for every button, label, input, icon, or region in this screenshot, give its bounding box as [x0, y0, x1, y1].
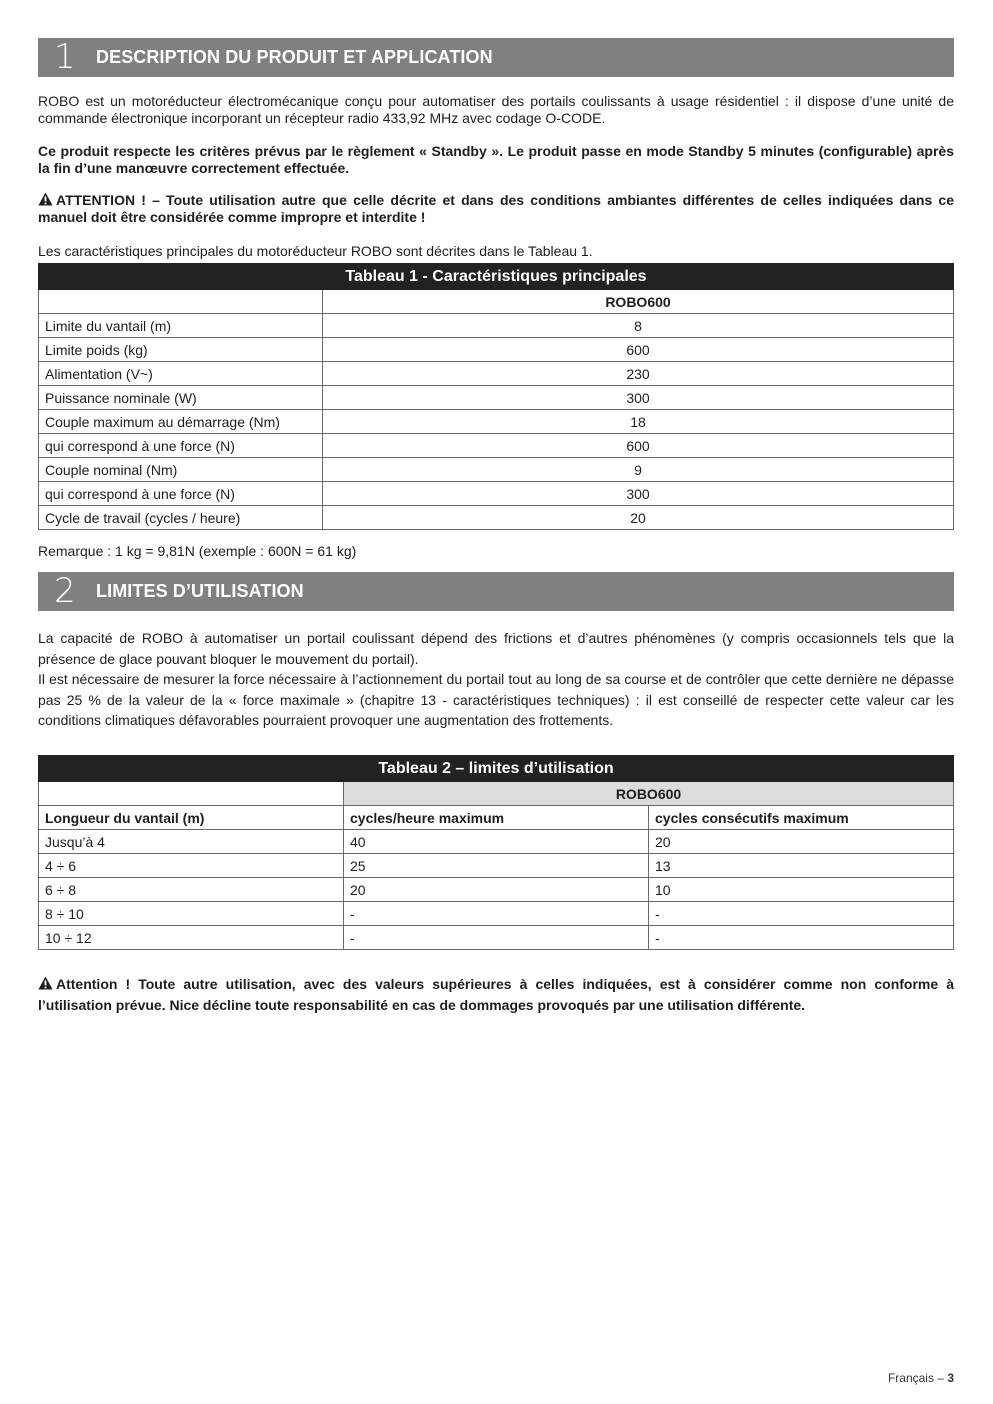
table-row: [39, 434, 954, 458]
cell-length: 8 ÷ 10: [39, 902, 344, 926]
table-2-model-header: ROBO600: [344, 782, 954, 806]
page-footer: [888, 1371, 954, 1385]
section-1-intro: ROBO est un motoréducteur électromécanique conçu pour automatiser des portails coulissants à usage résidentiel : il dispose d’une unité de commande électronique incorporant un récepteur radio 433,92 MHz avec codage O-CODE.: [38, 93, 954, 126]
table-row: [39, 854, 954, 878]
table-row: [39, 386, 954, 410]
table-1-model-header: ROBO600: [323, 290, 954, 314]
table-row: [39, 410, 954, 434]
table-2-empty-header: [39, 782, 344, 806]
table-1-empty-header: [39, 290, 323, 314]
row-value: 18: [323, 410, 954, 434]
row-value: 8: [323, 314, 954, 338]
warning-1-text: ATTENTION ! – Toute utilisation autre que celle décrite et dans des conditions ambiantes différentes de celles indiquées dans ce manuel doit être considérée comme impropre et interdite !: [38, 192, 954, 225]
section-2-text: [38, 628, 954, 731]
cell-length: Jusqu’à 4: [39, 830, 344, 854]
row-label: Limite du vantail (m): [39, 314, 323, 338]
warning-2-text: Attention ! Toute autre utilisation, avec des valeurs supérieures à celles indiquées, est à considérer comme non conforme à l’utilisation prévue. Nice décline toute responsabilité en cas de dommages provoqués par une utilisation différente.: [38, 976, 954, 1013]
row-label: Puissance nominale (W): [39, 386, 323, 410]
table-1-caption: Tableau 1 - Caractéristiques principales: [39, 264, 954, 290]
cell-consecutive-cycles: 20: [649, 830, 954, 854]
row-label: Couple nominal (Nm): [39, 458, 323, 482]
table-row: [39, 458, 954, 482]
column-header-cycles-hour: cycles/heure maximum: [344, 806, 649, 830]
row-label: qui correspond à une force (N): [39, 434, 323, 458]
row-value: 300: [323, 482, 954, 506]
cell-cycles-hour: 20: [344, 878, 649, 902]
section-2-paragraph-2: Il est nécessaire de mesurer la force nécessaire à l’actionnement du portail tout au long de sa course et de contrôler que cette dernière ne dépasse pas 25 % de la valeur de la « force maximale » (chapitre 13 - caractéristiques techniques) : il est conseillé de respecter cette valeur car les conditions climatiques défavorables pourraient provoquer une augmentation des frottements.: [38, 671, 954, 728]
section-2-number: 2: [54, 571, 76, 611]
table-2: [38, 755, 954, 950]
section-2-paragraph-1: La capacité de ROBO à automatiser un portail coulissant dépend des frictions et d’autres phénomènes (y compris occasionnels tels que la présence de glace pouvant bloquer le mouvement du portail).: [38, 630, 954, 667]
row-label: Alimentation (V~): [39, 362, 323, 386]
cell-length: 10 ÷ 12: [39, 926, 344, 950]
section-1-number: 1: [54, 37, 76, 77]
table-1-intro: Les caractéristiques principales du motoréducteur ROBO sont décrites dans le Tableau 1.: [38, 243, 593, 259]
table-row: [39, 926, 954, 950]
cell-length: 4 ÷ 6: [39, 854, 344, 878]
row-label: Limite poids (kg): [39, 338, 323, 362]
cell-consecutive-cycles: 13: [649, 854, 954, 878]
conversion-note: Remarque : 1 kg = 9,81N (exemple : 600N = 61 kg): [38, 543, 357, 559]
warning-2: [38, 974, 954, 1015]
section-2-header: [38, 572, 954, 611]
section-1-header: [38, 38, 954, 77]
row-value: 20: [323, 506, 954, 530]
cell-cycles-hour: 25: [344, 854, 649, 878]
table-row: [39, 482, 954, 506]
table-row: [39, 830, 954, 854]
footer-language: Français –: [887, 1371, 944, 1385]
row-label: Cycle de travail (cycles / heure): [39, 506, 323, 530]
row-value: 300: [323, 386, 954, 410]
cell-cycles-hour: 40: [344, 830, 649, 854]
cell-consecutive-cycles: -: [649, 902, 954, 926]
page-number: 3: [947, 1371, 954, 1385]
table-row: [39, 314, 954, 338]
section-1-title: DESCRIPTION DU PRODUIT ET APPLICATION: [96, 47, 493, 67]
table-2-caption: Tableau 2 – limites d’utilisation: [39, 756, 954, 782]
column-header-consecutive-cycles: cycles consécutifs maximum: [649, 806, 954, 830]
standby-statement: Ce produit respecte les critères prévus par le règlement « Standby ». Le produit passe en mode Standby 5 minutes (configurable) après la fin d’une manœuvre correctement effectuée.: [38, 143, 954, 176]
table-row: [39, 338, 954, 362]
table-2-column-headers: [39, 806, 954, 830]
row-value: 600: [323, 434, 954, 458]
warning-1: [38, 192, 954, 225]
section-2-title: LIMITES D’UTILISATION: [96, 581, 304, 601]
row-value: 600: [323, 338, 954, 362]
row-label: Couple maximum au démarrage (Nm): [39, 410, 323, 434]
warning-icon: [38, 192, 53, 206]
table-1: [38, 263, 954, 530]
table-row: [39, 902, 954, 926]
table-row: [39, 362, 954, 386]
table-row: [39, 878, 954, 902]
cell-length: 6 ÷ 8: [39, 878, 344, 902]
table-row: [39, 506, 954, 530]
warning-icon: [38, 976, 53, 990]
row-label: qui correspond à une force (N): [39, 482, 323, 506]
cell-consecutive-cycles: 10: [649, 878, 954, 902]
row-value: 9: [323, 458, 954, 482]
cell-consecutive-cycles: -: [649, 926, 954, 950]
row-value: 230: [323, 362, 954, 386]
column-header-length: Longueur du vantail (m): [39, 806, 344, 830]
cell-cycles-hour: -: [344, 902, 649, 926]
cell-cycles-hour: -: [344, 926, 649, 950]
